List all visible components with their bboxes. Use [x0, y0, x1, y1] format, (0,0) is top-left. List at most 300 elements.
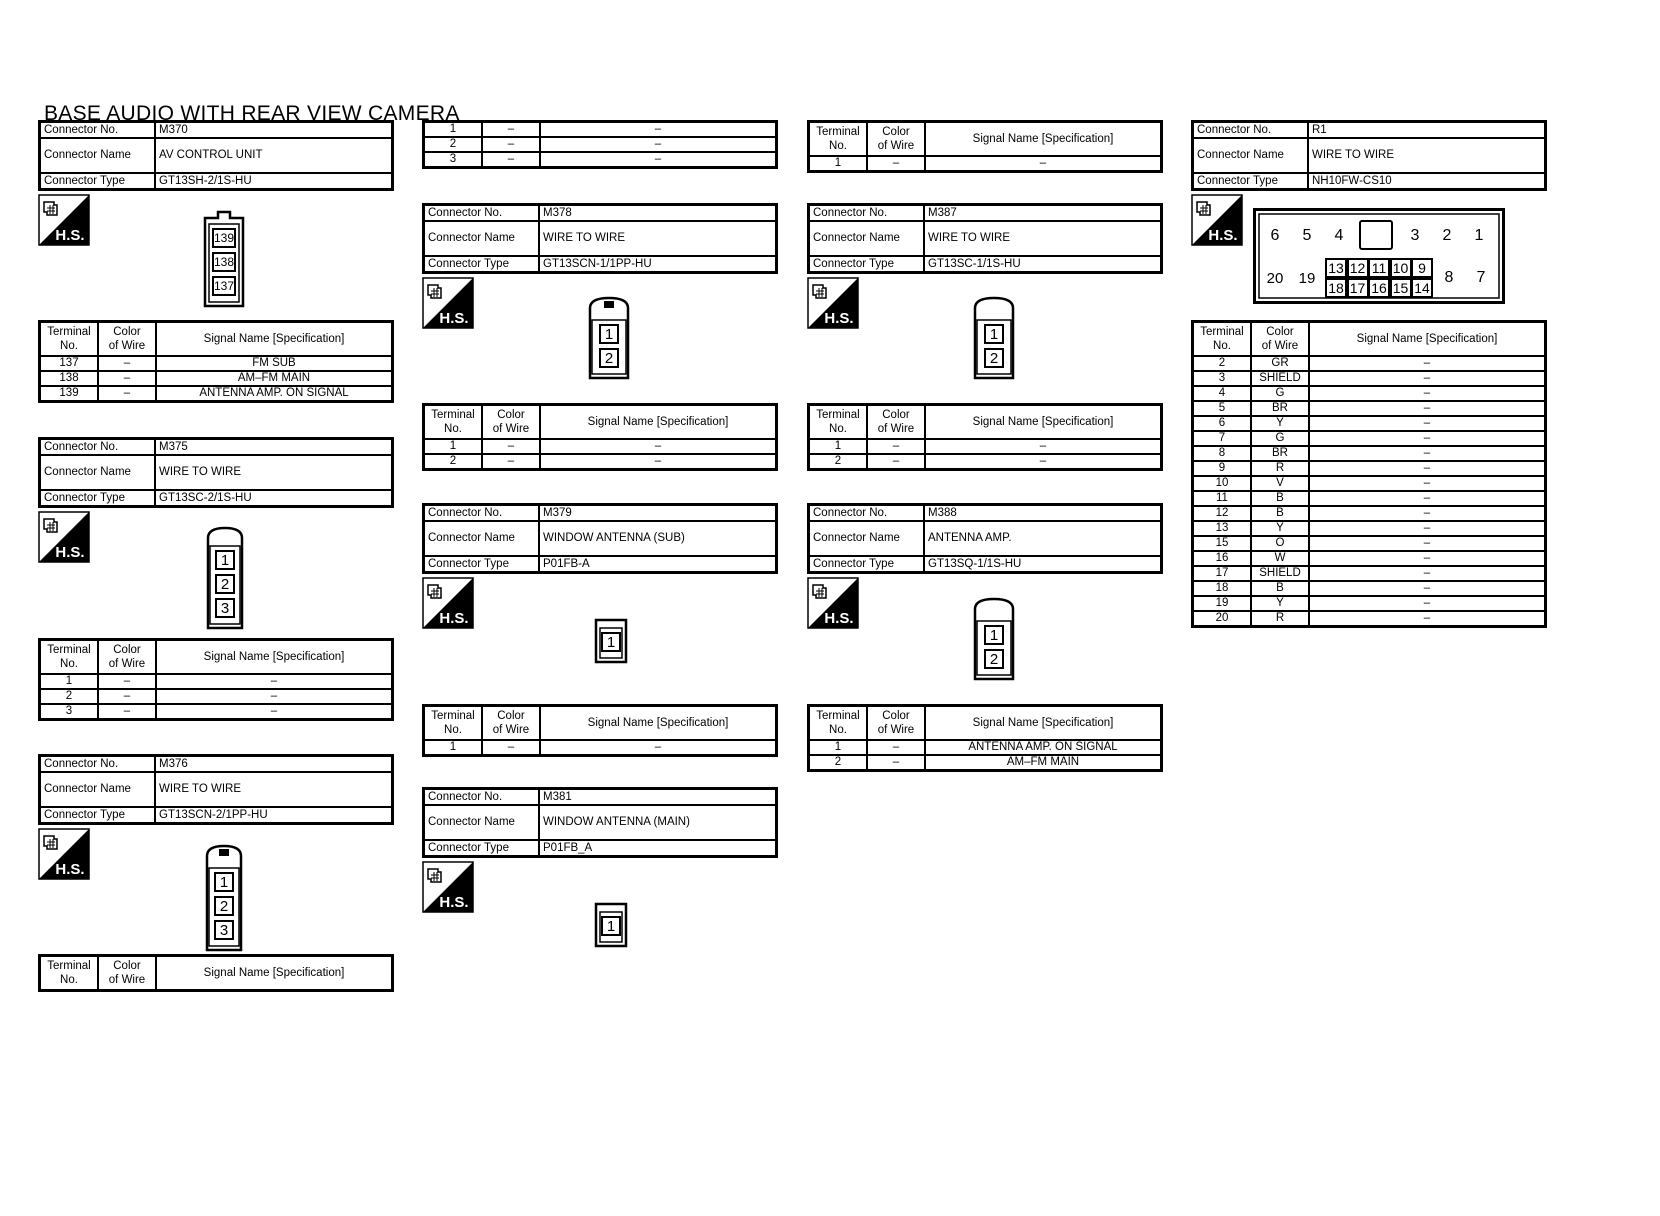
connector-m376-signal-table: [38, 954, 394, 992]
connector-no-label: Connector No.: [40, 756, 156, 773]
table-row: [40, 689, 393, 704]
terminal-no: 2: [809, 454, 868, 470]
connector-m376-diagram: [203, 844, 245, 952]
terminal-no: 1: [424, 740, 483, 756]
table-row: [809, 740, 1162, 755]
signal-name: –: [1309, 446, 1546, 461]
table-row: [1193, 431, 1546, 446]
signal-name: –: [1309, 431, 1546, 446]
wire-color: SHIELD: [1251, 566, 1309, 581]
terminal-no: 1: [424, 439, 483, 454]
signal-name: –: [156, 674, 393, 689]
connector-type-label: Connector Type: [40, 490, 156, 507]
harness-side-icon: [422, 577, 474, 629]
connector-no-value: R1: [1308, 122, 1546, 139]
svg-text:H.S.: H.S.: [439, 610, 469, 627]
wire-color: Y: [1251, 596, 1309, 611]
signal-name-header: Signal Name [Specification]: [156, 956, 393, 991]
connector-name-label: Connector Name: [40, 455, 156, 490]
connector-type-value: GT13SQ-1/1S-HU: [924, 556, 1162, 573]
connector-pin: 15: [1390, 278, 1412, 298]
connector-type-value: P01FB_A: [539, 840, 777, 857]
table-row: [1193, 401, 1546, 416]
connector-name-label: Connector Name: [1193, 138, 1309, 173]
signal-name: –: [1309, 371, 1546, 386]
connector-m375-diagram: [204, 526, 246, 630]
svg-text:H.S.: H.S.: [439, 310, 469, 327]
wire-color: B: [1251, 491, 1309, 506]
svg-text:H.S.: H.S.: [55, 861, 85, 878]
signal-name: –: [1309, 551, 1546, 566]
signal-table: [422, 403, 778, 471]
wire-color: R: [1251, 461, 1309, 476]
signal-table: [807, 403, 1163, 471]
table-row: [1193, 461, 1546, 476]
harness-side-icon: [807, 577, 859, 629]
wire-color: Y: [1251, 416, 1309, 431]
signal-name: –: [1309, 386, 1546, 401]
connector-type-label: Connector Type: [40, 807, 156, 824]
color-of-wire-header: Color of Wire: [867, 122, 925, 157]
terminal-no: 139: [40, 386, 99, 402]
terminal-no: 6: [1193, 416, 1252, 431]
wire-color: BR: [1251, 446, 1309, 461]
wire-color: –: [867, 156, 925, 172]
connector-type-label: Connector Type: [1193, 173, 1309, 190]
connector-type-label: Connector Type: [809, 256, 925, 273]
connector-info-table: [38, 754, 394, 825]
signal-name: –: [925, 454, 1162, 470]
connector-m387-diagram: [971, 296, 1017, 380]
signal-name: –: [540, 137, 777, 152]
signal-table: [807, 120, 1163, 173]
connector-no-value: M379: [539, 505, 777, 522]
connector-no-label: Connector No.: [809, 505, 925, 522]
wire-color: –: [98, 704, 156, 720]
connector-pin: 13: [1325, 258, 1347, 278]
signal-name-header: Signal Name [Specification]: [156, 640, 393, 675]
signal-name: –: [540, 152, 777, 168]
wire-color: –: [482, 152, 540, 168]
wire-color: Y: [1251, 521, 1309, 536]
wire-color: R: [1251, 611, 1309, 627]
connector-info-table: [422, 503, 778, 574]
signal-name: –: [156, 704, 393, 720]
connector-type-label: Connector Type: [424, 256, 540, 273]
connector-no-value: M381: [539, 789, 777, 806]
table-row: [1193, 446, 1546, 461]
terminal-no: 2: [1193, 356, 1252, 371]
connector-key: [1359, 220, 1393, 250]
connector-info-table: [807, 503, 1163, 574]
connector-name-value: WIRE TO WIRE: [155, 455, 393, 490]
terminal-no-header: Terminal No.: [40, 322, 99, 357]
connector-pin: 1: [214, 872, 234, 892]
connector-pin: 8: [1435, 262, 1463, 294]
connector-name-label: Connector Name: [424, 805, 540, 840]
wire-color: –: [98, 356, 156, 371]
color-of-wire-header: Color of Wire: [482, 706, 540, 741]
connector-m388-diagram: [971, 597, 1017, 681]
terminal-no: 17: [1193, 566, 1252, 581]
signal-name: ANTENNA AMP. ON SIGNAL: [925, 740, 1162, 755]
signal-name: –: [1309, 596, 1546, 611]
connector-pin: 11: [1368, 258, 1390, 278]
connector-no-value: M376: [155, 756, 393, 773]
table-row: [1193, 596, 1546, 611]
terminal-no: 1: [40, 674, 99, 689]
connector-pin: 12: [1347, 258, 1369, 278]
color-of-wire-header: Color of Wire: [867, 405, 925, 440]
connector-m379-diagram: [594, 618, 628, 664]
connector-no-value: M375: [155, 439, 393, 456]
terminal-no: 1: [424, 122, 483, 138]
table-row: [1193, 476, 1546, 491]
color-of-wire-header: Color of Wire: [867, 706, 925, 741]
connector-pin: 16: [1368, 278, 1390, 298]
terminal-no-header: Terminal No.: [40, 956, 99, 991]
connector-name-value: WIRE TO WIRE: [924, 221, 1162, 256]
terminal-no: 15: [1193, 536, 1252, 551]
connector-m370-diagram: [203, 210, 245, 308]
connector-pin: 1: [215, 550, 235, 570]
connector-type-value: NH10FW-CS10: [1308, 173, 1546, 190]
connector-no-label: Connector No.: [1193, 122, 1309, 139]
wire-color: V: [1251, 476, 1309, 491]
signal-table: [38, 638, 394, 721]
signal-table: [807, 704, 1163, 772]
connector-r1-diagram: [1253, 208, 1505, 304]
terminal-no: 20: [1193, 611, 1252, 627]
connector-type-value: GT13SC-2/1S-HU: [155, 490, 393, 507]
wire-color: –: [98, 386, 156, 402]
connector-no-label: Connector No.: [424, 505, 540, 522]
terminal-no: 5: [1193, 401, 1252, 416]
connector-m378-signal-table: [422, 403, 778, 471]
signal-table: [422, 704, 778, 757]
terminal-no: 7: [1193, 431, 1252, 446]
signal-name-header: Signal Name [Specification]: [925, 122, 1162, 157]
svg-text:H.S.: H.S.: [55, 544, 85, 561]
connector-pin: 9: [1411, 258, 1433, 278]
connector-pin: 20: [1261, 262, 1289, 294]
harness-side-icon: [422, 861, 474, 913]
connector-no-label: Connector No.: [424, 205, 540, 222]
connector-type-label: Connector Type: [809, 556, 925, 573]
wire-color: –: [482, 137, 540, 152]
connector-pin: 3: [1401, 220, 1429, 252]
terminal-no-header: Terminal No.: [809, 405, 868, 440]
signal-name: –: [1309, 521, 1546, 536]
connector-pin: 10: [1390, 258, 1412, 278]
wire-color: –: [482, 122, 540, 138]
connector-pin: 7: [1467, 262, 1495, 294]
connector-name-label: Connector Name: [424, 221, 540, 256]
wire-color: G: [1251, 431, 1309, 446]
connector-no-value: M378: [539, 205, 777, 222]
table-row: [1193, 521, 1546, 536]
color-of-wire-header: Color of Wire: [98, 322, 156, 357]
terminal-no: 9: [1193, 461, 1252, 476]
terminal-no: 8: [1193, 446, 1252, 461]
connector-no-label: Connector No.: [809, 205, 925, 222]
signal-name: –: [1309, 611, 1546, 627]
connector-m376-info: [38, 754, 394, 825]
connector-pin: 18: [1325, 278, 1347, 298]
connector-type-label: Connector Type: [40, 173, 156, 190]
signal-name: AM–FM MAIN: [156, 371, 393, 386]
connector-name-value: ANTENNA AMP.: [924, 521, 1162, 556]
connector-type-value: GT13SCN-1/1PP-HU: [539, 256, 777, 273]
harness-side-icon: [38, 828, 90, 880]
wire-color: –: [867, 439, 925, 454]
connector-r1-signal-table: [1191, 320, 1547, 628]
table-row: [1193, 566, 1546, 581]
table-row: [1193, 536, 1546, 551]
terminal-no: 2: [809, 755, 868, 771]
table-row: [40, 704, 393, 720]
connector-m381-signal-table: [807, 120, 1163, 173]
connector-name-label: Connector Name: [809, 521, 925, 556]
connector-pin: 19: [1293, 262, 1321, 294]
terminal-no: 3: [40, 704, 99, 720]
signal-name-header: Signal Name [Specification]: [925, 405, 1162, 440]
connector-m387-signal-table: [807, 403, 1163, 471]
table-row: [424, 740, 777, 756]
table-row: [424, 439, 777, 454]
wire-color: –: [98, 689, 156, 704]
connector-pin: 1: [984, 625, 1004, 645]
signal-name-header: Signal Name [Specification]: [1309, 322, 1546, 357]
wire-color: –: [482, 454, 540, 470]
wire-color: –: [867, 740, 925, 755]
connector-m381-diagram: [594, 902, 628, 948]
svg-text:H.S.: H.S.: [439, 894, 469, 911]
connector-pin: 1: [599, 324, 619, 344]
signal-name: –: [1309, 416, 1546, 431]
connector-m388-signal-table: [807, 704, 1163, 772]
connector-pin: 17: [1347, 278, 1369, 298]
signal-table: [38, 954, 394, 992]
connector-m378-diagram: [586, 296, 632, 380]
signal-table: [422, 120, 778, 169]
terminal-no: 2: [40, 689, 99, 704]
connector-m388-info: [807, 503, 1163, 574]
table-row: [1193, 416, 1546, 431]
connector-pin: 1: [601, 632, 621, 652]
svg-text:H.S.: H.S.: [1208, 227, 1238, 244]
connector-pin: 137: [212, 276, 236, 296]
table-row: [1193, 491, 1546, 506]
connector-no-value: M370: [155, 122, 393, 139]
connector-pin: 2: [984, 348, 1004, 368]
table-row: [424, 122, 777, 138]
connector-pin: 138: [212, 252, 236, 272]
connector-no-label: Connector No.: [424, 789, 540, 806]
signal-name: –: [540, 740, 777, 756]
connector-no-label: Connector No.: [40, 122, 156, 139]
signal-name: –: [540, 454, 777, 470]
signal-name: –: [156, 689, 393, 704]
harness-side-icon: [1191, 194, 1243, 246]
signal-name: FM SUB: [156, 356, 393, 371]
connector-name-label: Connector Name: [40, 138, 156, 173]
wire-color: –: [867, 454, 925, 470]
connector-pin: 4: [1325, 220, 1353, 252]
wire-color: SHIELD: [1251, 371, 1309, 386]
connector-pin: 2: [214, 896, 234, 916]
connector-pin: 5: [1293, 220, 1321, 252]
connector-info-table: [422, 787, 778, 858]
connector-r1-info: [1191, 120, 1547, 191]
table-row: [40, 371, 393, 386]
harness-side-icon: [807, 277, 859, 329]
connector-m370-signal-table: [38, 320, 394, 403]
signal-table: [1191, 320, 1547, 628]
signal-name: –: [1309, 401, 1546, 416]
terminal-no: 4: [1193, 386, 1252, 401]
signal-name: –: [925, 439, 1162, 454]
signal-name: –: [1309, 491, 1546, 506]
connector-name-label: Connector Name: [809, 221, 925, 256]
connector-name-value: WIRE TO WIRE: [155, 772, 393, 807]
wire-color: –: [482, 740, 540, 756]
svg-text:H.S.: H.S.: [55, 227, 85, 244]
connector-pin: 6: [1261, 220, 1289, 252]
terminal-no-header: Terminal No.: [424, 706, 483, 741]
terminal-no: 137: [40, 356, 99, 371]
connector-info-table: [1191, 120, 1547, 191]
color-of-wire-header: Color of Wire: [1251, 322, 1309, 357]
connector-pin: 1: [984, 324, 1004, 344]
terminal-no: 1: [809, 740, 868, 755]
terminal-no: 1: [809, 439, 868, 454]
table-row: [1193, 581, 1546, 596]
wire-color: B: [1251, 581, 1309, 596]
table-row: [424, 454, 777, 470]
connector-info-table: [38, 437, 394, 508]
signal-name-header: Signal Name [Specification]: [540, 706, 777, 741]
terminal-no-header: Terminal No.: [40, 640, 99, 675]
signal-name: –: [1309, 536, 1546, 551]
signal-name: –: [540, 439, 777, 454]
terminal-no-header: Terminal No.: [1193, 322, 1252, 357]
connector-name-value: WINDOW ANTENNA (SUB): [539, 521, 777, 556]
connector-pin: 2: [215, 574, 235, 594]
table-row: [424, 137, 777, 152]
signal-name: –: [540, 122, 777, 138]
signal-name: –: [1309, 461, 1546, 476]
svg-text:H.S.: H.S.: [824, 310, 854, 327]
harness-side-icon: [38, 511, 90, 563]
connector-pin: 1: [1465, 220, 1493, 252]
color-of-wire-header: Color of Wire: [482, 405, 540, 440]
signal-name: –: [1309, 476, 1546, 491]
wire-color: O: [1251, 536, 1309, 551]
connector-name-value: WIRE TO WIRE: [539, 221, 777, 256]
connector-m387-info: [807, 203, 1163, 274]
connector-m370-info: [38, 120, 394, 191]
wire-color: –: [482, 439, 540, 454]
terminal-no: 13: [1193, 521, 1252, 536]
color-of-wire-header: Color of Wire: [98, 640, 156, 675]
signal-name-header: Signal Name [Specification]: [925, 706, 1162, 741]
wire-color: B: [1251, 506, 1309, 521]
table-row: [809, 156, 1162, 172]
terminal-no: 10: [1193, 476, 1252, 491]
terminal-no: 3: [424, 152, 483, 168]
wire-color: –: [98, 674, 156, 689]
connector-name-value: WIRE TO WIRE: [1308, 138, 1546, 173]
connector-m379-signal-table: [422, 704, 778, 757]
signal-name: –: [1309, 581, 1546, 596]
terminal-no: 19: [1193, 596, 1252, 611]
connector-info-table: [38, 120, 394, 191]
connector-name-value: WINDOW ANTENNA (MAIN): [539, 805, 777, 840]
terminal-no: 138: [40, 371, 99, 386]
wire-color: BR: [1251, 401, 1309, 416]
connector-no-label: Connector No.: [40, 439, 156, 456]
connector-type-label: Connector Type: [424, 556, 540, 573]
table-row: [1193, 551, 1546, 566]
table-row: [809, 454, 1162, 470]
terminal-no: 18: [1193, 581, 1252, 596]
connector-type-value: GT13SH-2/1S-HU: [155, 173, 393, 190]
terminal-no-header: Terminal No.: [809, 122, 868, 157]
signal-name: –: [925, 156, 1162, 172]
table-row: [1193, 386, 1546, 401]
table-row: [40, 386, 393, 402]
harness-side-icon: [38, 194, 90, 246]
table-row: [1193, 356, 1546, 371]
connector-type-value: GT13SC-1/1S-HU: [924, 256, 1162, 273]
connector-pin: 139: [212, 228, 236, 248]
terminal-no: 11: [1193, 491, 1252, 506]
connector-info-table: [807, 203, 1163, 274]
table-row: [1193, 506, 1546, 521]
page-title: BASE AUDIO WITH REAR VIEW CAMERA: [44, 102, 460, 125]
connector-info-table: [422, 203, 778, 274]
connector-pin: 3: [215, 598, 235, 618]
table-row: [1193, 371, 1546, 386]
table-row: [1193, 611, 1546, 627]
connector-m381-info: [422, 787, 778, 858]
terminal-no: 1: [809, 156, 868, 172]
connector-type-label: Connector Type: [424, 840, 540, 857]
connector-pin: 2: [599, 348, 619, 368]
wire-color: –: [98, 371, 156, 386]
connector-pin: 14: [1411, 278, 1433, 298]
connector-no-value: M387: [924, 205, 1162, 222]
table-row: [40, 356, 393, 371]
connector-pin: 2: [1433, 220, 1461, 252]
signal-name: –: [1309, 566, 1546, 581]
connector-m378-info: [422, 203, 778, 274]
connector-m379-info: [422, 503, 778, 574]
connector-m376-signal-table-continued: [422, 120, 778, 169]
wire-color: GR: [1251, 356, 1309, 371]
signal-name: ANTENNA AMP. ON SIGNAL: [156, 386, 393, 402]
connector-name-label: Connector Name: [40, 772, 156, 807]
table-row: [809, 439, 1162, 454]
wire-color: W: [1251, 551, 1309, 566]
wire-color: –: [867, 755, 925, 771]
connector-name-value: AV CONTROL UNIT: [155, 138, 393, 173]
harness-side-icon: [422, 277, 474, 329]
terminal-no: 3: [1193, 371, 1252, 386]
table-row: [809, 755, 1162, 771]
connector-pin: 3: [214, 920, 234, 940]
